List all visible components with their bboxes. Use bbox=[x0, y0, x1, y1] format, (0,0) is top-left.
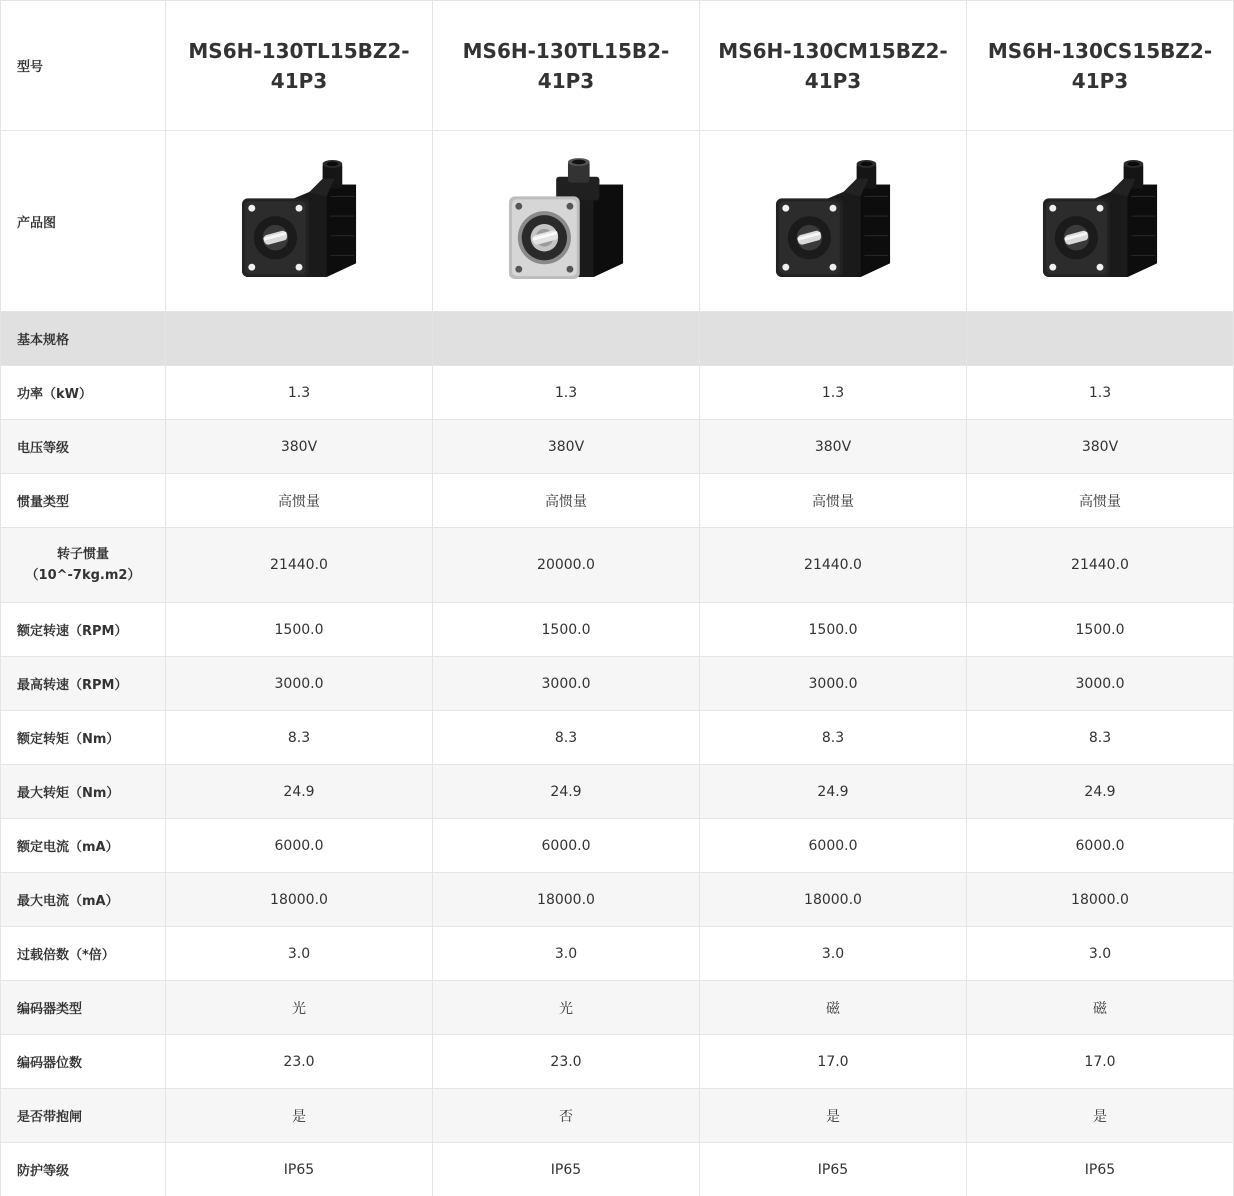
model-name: MS6H-130CM15BZ2-41P3 bbox=[700, 1, 967, 131]
spec-row bbox=[1, 528, 1234, 603]
spec-value: 3000.0 bbox=[967, 657, 1234, 711]
spec-value: 磁 bbox=[967, 981, 1234, 1035]
spec-row-label: 编码器类型 bbox=[1, 981, 166, 1035]
spec-value: 23.0 bbox=[433, 1035, 700, 1089]
spec-value: 8.3 bbox=[700, 711, 967, 765]
product-image-cell bbox=[166, 131, 433, 312]
product-image-row bbox=[1, 131, 1234, 312]
section-filler bbox=[967, 312, 1234, 366]
model-row bbox=[1, 1, 1234, 131]
spec-value: 3000.0 bbox=[433, 657, 700, 711]
spec-row bbox=[1, 1035, 1234, 1089]
servo-motor-black-icon bbox=[1041, 157, 1159, 285]
spec-row bbox=[1, 819, 1234, 873]
spec-value: 23.0 bbox=[166, 1035, 433, 1089]
product-image-row-label: 产品图 bbox=[1, 131, 166, 312]
spec-value: 3.0 bbox=[166, 927, 433, 981]
spec-value: 17.0 bbox=[967, 1035, 1234, 1089]
spec-value: 6000.0 bbox=[700, 819, 967, 873]
spec-value: 8.3 bbox=[433, 711, 700, 765]
section-filler bbox=[433, 312, 700, 366]
spec-value: 380V bbox=[166, 420, 433, 474]
spec-value: 24.9 bbox=[433, 765, 700, 819]
spec-value: 18000.0 bbox=[166, 873, 433, 927]
spec-row bbox=[1, 927, 1234, 981]
spec-value: 1.3 bbox=[433, 366, 700, 420]
spec-row bbox=[1, 420, 1234, 474]
spec-value: 高惯量 bbox=[166, 474, 433, 528]
spec-value: 18000.0 bbox=[700, 873, 967, 927]
spec-row-label: 最大电流（mA） bbox=[1, 873, 166, 927]
spec-value: 高惯量 bbox=[700, 474, 967, 528]
spec-row-label: 惯量类型 bbox=[1, 474, 166, 528]
spec-row bbox=[1, 1143, 1234, 1196]
spec-value: 否 bbox=[433, 1089, 700, 1143]
spec-rows bbox=[1, 366, 1234, 1196]
spec-value: 20000.0 bbox=[433, 528, 700, 603]
spec-row-label: 是否带抱闸 bbox=[1, 1089, 166, 1143]
spec-row bbox=[1, 366, 1234, 420]
spec-value: 高惯量 bbox=[433, 474, 700, 528]
spec-row-label: 电压等级 bbox=[1, 420, 166, 474]
spec-value: 1500.0 bbox=[433, 603, 700, 657]
spec-value: 6000.0 bbox=[433, 819, 700, 873]
product-image-cell bbox=[967, 131, 1234, 312]
section-header-basic-specs bbox=[1, 312, 1234, 366]
spec-value: 380V bbox=[967, 420, 1234, 474]
spec-value: IP65 bbox=[967, 1143, 1234, 1196]
spec-value: 光 bbox=[166, 981, 433, 1035]
spec-value: 18000.0 bbox=[433, 873, 700, 927]
section-label: 基本规格 bbox=[1, 312, 166, 366]
spec-value: 是 bbox=[700, 1089, 967, 1143]
servo-motor-black-icon bbox=[774, 157, 892, 285]
spec-value: 1500.0 bbox=[166, 603, 433, 657]
spec-value: 1500.0 bbox=[700, 603, 967, 657]
spec-value: 3000.0 bbox=[700, 657, 967, 711]
spec-value: IP65 bbox=[166, 1143, 433, 1196]
model-name: MS6H-130TL15B2-41P3 bbox=[433, 1, 700, 131]
spec-row bbox=[1, 873, 1234, 927]
spec-row-label: 转子惯量（10^-7kg.m2） bbox=[1, 528, 166, 603]
spec-row bbox=[1, 474, 1234, 528]
spec-value: 1.3 bbox=[166, 366, 433, 420]
spec-value: 380V bbox=[433, 420, 700, 474]
spec-value: 24.9 bbox=[967, 765, 1234, 819]
spec-value: 21440.0 bbox=[166, 528, 433, 603]
spec-value: 380V bbox=[700, 420, 967, 474]
spec-value: IP65 bbox=[700, 1143, 967, 1196]
spec-value: 高惯量 bbox=[967, 474, 1234, 528]
spec-row-label: 额定转矩（Nm） bbox=[1, 711, 166, 765]
servo-motor-black-icon bbox=[240, 157, 358, 285]
spec-row bbox=[1, 603, 1234, 657]
spec-row-label: 最大转矩（Nm） bbox=[1, 765, 166, 819]
model-row-label: 型号 bbox=[1, 1, 166, 131]
spec-row-label: 编码器位数 bbox=[1, 1035, 166, 1089]
spec-value: 1500.0 bbox=[967, 603, 1234, 657]
spec-value: 21440.0 bbox=[967, 528, 1234, 603]
spec-row bbox=[1, 711, 1234, 765]
spec-row-label: 功率（kW） bbox=[1, 366, 166, 420]
spec-value: 磁 bbox=[700, 981, 967, 1035]
spec-value: 是 bbox=[967, 1089, 1234, 1143]
spec-value: 21440.0 bbox=[700, 528, 967, 603]
spec-value: 1.3 bbox=[967, 366, 1234, 420]
spec-row-label: 过载倍数（*倍） bbox=[1, 927, 166, 981]
model-name: MS6H-130TL15BZ2-41P3 bbox=[166, 1, 433, 131]
spec-value: 3.0 bbox=[967, 927, 1234, 981]
spec-row-label: 额定转速（RPM） bbox=[1, 603, 166, 657]
spec-value: 6000.0 bbox=[967, 819, 1234, 873]
spec-value: 3.0 bbox=[433, 927, 700, 981]
servo-motor-silver-flange-icon bbox=[507, 157, 625, 285]
spec-row bbox=[1, 1089, 1234, 1143]
section-filler bbox=[166, 312, 433, 366]
spec-value: 24.9 bbox=[700, 765, 967, 819]
section-filler bbox=[700, 312, 967, 366]
spec-value: 6000.0 bbox=[166, 819, 433, 873]
spec-row bbox=[1, 981, 1234, 1035]
spec-value: 光 bbox=[433, 981, 700, 1035]
spec-row bbox=[1, 765, 1234, 819]
spec-value: IP65 bbox=[433, 1143, 700, 1196]
spec-value: 8.3 bbox=[166, 711, 433, 765]
spec-value: 17.0 bbox=[700, 1035, 967, 1089]
spec-value: 3.0 bbox=[700, 927, 967, 981]
spec-row-label: 最高转速（RPM） bbox=[1, 657, 166, 711]
spec-value: 是 bbox=[166, 1089, 433, 1143]
spec-value: 1.3 bbox=[700, 366, 967, 420]
spec-value: 8.3 bbox=[967, 711, 1234, 765]
spec-value: 24.9 bbox=[166, 765, 433, 819]
product-image-cell bbox=[433, 131, 700, 312]
spec-row bbox=[1, 657, 1234, 711]
model-name: MS6H-130CS15BZ2-41P3 bbox=[967, 1, 1234, 131]
spec-row-label: 额定电流（mA） bbox=[1, 819, 166, 873]
spec-value: 18000.0 bbox=[967, 873, 1234, 927]
product-image-cell bbox=[700, 131, 967, 312]
spec-value: 3000.0 bbox=[166, 657, 433, 711]
spec-row-label: 防护等级 bbox=[1, 1143, 166, 1196]
